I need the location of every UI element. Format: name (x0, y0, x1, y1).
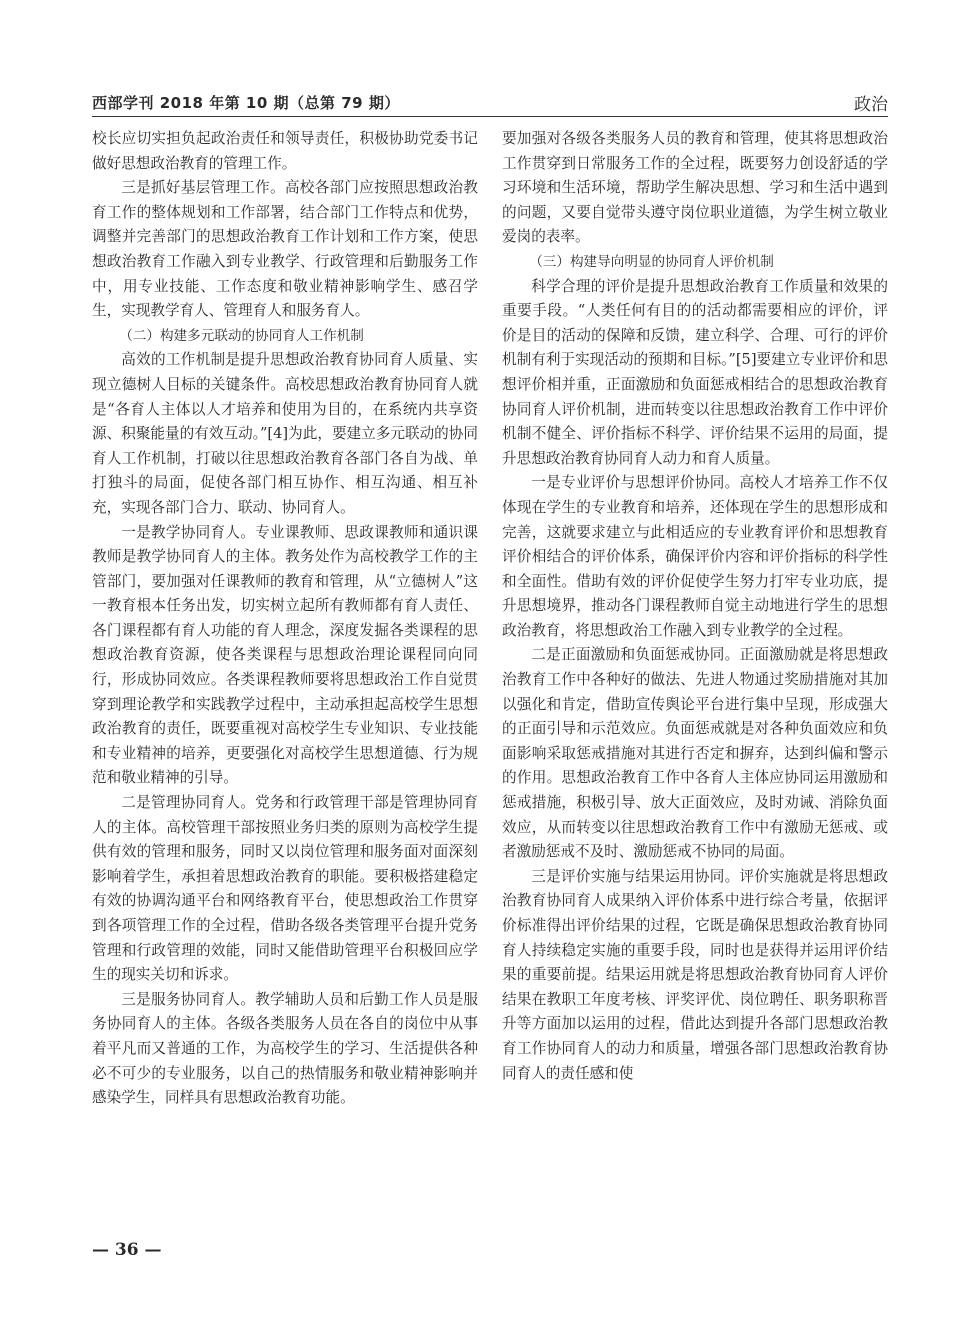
header-rule (92, 116, 888, 117)
subsection-heading: （三）构建导向明显的协同育人评价机制 (529, 253, 774, 270)
body-paragraph: 一是教学协同育人。专业课教师、思政课教师和通识课教师是教学协同育人的主体。教务处作为高校教学工作的主管部门，要加强对任课教师的教育和管理，从“立德树人”这一教育根本任务出发，切实树立起所有教师都有育人责任、各门课程都有育人功能的育人理念，深度发掘各类课程的思想政治教育资源，使各类课程与思想政治理论课程同向同行，形成协同效应。各类课程教师要将思想政治工作自觉贯穿到理论教学和实践教学过程中，主动承担起高校学生思想政治教育的责任，既要重视对高校学生专业知识、专业技能和专业精神的培养，更要强化对高校学生思想道德、行为规范和敬业精神的引导。 (92, 523, 478, 787)
left-column (92, 127, 478, 1111)
body-paragraph: 一是专业评价与思想评价协同。高校人才培养工作不仅体现在学生的专业教育和培养，还体现在学生的思想形成和完善，这就要求建立与此相适应的专业教育评价和思想教育评价相结合的评价体系，确保评价内容和评价指标的科学性和全面性。借助有效的评价促使学生努力打牢专业功底，提升思想境界，推动各门课程教师自觉主动地进行学生的思想政治教育，将思想政治工作融入到专业教学的全过程。 (502, 474, 888, 639)
subsection-heading: （二）构建多元联动的协同育人工作机制 (119, 327, 364, 344)
body-paragraph: 二是管理协同育人。党务和行政管理干部是管理协同育人的主体。高校管理干部按照业务归类的原则为高校学生提供有效的管理和服务，同时又以岗位管理和服务面对面深刻影响着学生，承担着思想政治教育的职能。要积极搭建稳定有效的协调沟通平台和网络教育平台，使思想政治工作贯穿到各项管理工作的全过程，借助各级各类管理平台提升党务管理和行政管理的效能，同时又能借助管理平台积极回应学生的现实关切和诉求。 (92, 794, 478, 984)
body-paragraph: 要加强对各级各类服务人员的教育和管理，使其将思想政治工作贯穿到日常服务工作的全过程，既要努力创设舒适的学习环境和生活环境，帮助学生解决思想、学习和生活中遇到的问题，又要自觉带头遵守岗位职业道德，为学生树立敬业爱岗的表率。 (502, 130, 888, 246)
body-paragraph: 校长应切实担负起政治责任和领导责任，积极协助党委书记做好思想政治教育的管理工作。 (92, 130, 478, 172)
body-paragraph: 三是评价实施与结果运用协同。评价实施就是将思想政治教育协同育人成果纳入评价体系中进行综合考量，依据评价标准得出评价结果的过程，它既是确保思想政治教育协同育人持续稳定实施的重要手段，同时也是获得并运用评价结果的重要前提。结果运用就是将思想政治教育协同育人评价结果在教职工年度考核、评奖评优、岗位聘任、职务职称晋升等方面加以运用的过程，借此达到提升各部门思想政治教育工作协同育人的动力和质量，增强各部门思想政治教育协同育人的责任感和使 (502, 867, 888, 1082)
body-paragraph: 二是正面激励和负面惩戒协同。正面激励就是将思想政治教育工作中各种好的做法、先进人物通过奖励措施对其加以强化和肯定，借助宣传舆论平台进行集中呈现，形成强大的正面引导和示范效应。负面惩戒就是对各种负面效应和负面影响采取惩戒措施对其进行否定和摒弃，达到纠偏和警示的作用。思想政治教育工作中各育人主体应协同运用激励和惩戒措施，积极引导、放大正面效应，及时劝诫、消除负面效应，从而转变以往思想政治教育工作中有激励无惩戒、或者激励惩戒不及时、激励惩戒不协同的局面。 (502, 646, 888, 861)
section-label: 政治 (854, 95, 888, 115)
right-column (502, 127, 888, 1086)
page-number: — 36 — (92, 1240, 162, 1260)
journal-issue-title: 西部学刊 2018 年第 10 期（总第 79 期） (92, 94, 400, 112)
running-header (92, 88, 888, 116)
body-paragraph: 科学合理的评价是提升思想政治教育工作质量和效果的重要手段。“人类任何有目的的活动都需要相应的评价，评价是目的活动的保障和反馈，建立科学、合理、可行的评价机制有利于实现活动的预期和目标。”[5]要建立专业评价和思想评价相并重，正面激励和负面惩戒相结合的思想政治教育协同育人评价机制，进而转变以往思想政治教育工作中评价机制不健全、评价指标不科学、评价结果不运用的局面，提升思想政治教育协同育人动力和育人质量。 (502, 277, 888, 467)
body-paragraph: 三是服务协同育人。教学辅助人员和后勤工作人员是服务协同育人的主体。各级各类服务人员在各自的岗位中从事着平凡而又普通的工作，为高校学生的学习、生活提供各种必不可少的专业服务，以自己的热情服务和敬业精神影响并感染学生，同样具有思想政治教育功能。 (92, 990, 478, 1107)
body-paragraph: 高效的工作机制是提升思想政治教育协同育人质量、实现立德树人目标的关键条件。高校思想政治教育协同育人就是“各育人主体以人才培养和使用为目的，在系统内共享资源、积聚能量的有效互动。”[4]为此，要建立多元联动的协同育人工作机制，打破以往思想政治教育各部门各自为战、单打独斗的局面，促使各部门相互协作、相互沟通、相互补充，实现各部门合力、联动、协同育人。 (92, 351, 478, 516)
body-paragraph: 三是抓好基层管理工作。高校各部门应按照思想政治教育工作的整体规划和工作部署，结合部门工作特点和优势，调整并完善部门的思想政治教育工作计划和工作方案，使思想政治教育工作融入到专业教学、行政管理和后勤服务工作中，用专业技能、工作态度和敬业精神影响学生、感召学生，实现教学育人、管理育人和服务育人。 (92, 179, 478, 320)
